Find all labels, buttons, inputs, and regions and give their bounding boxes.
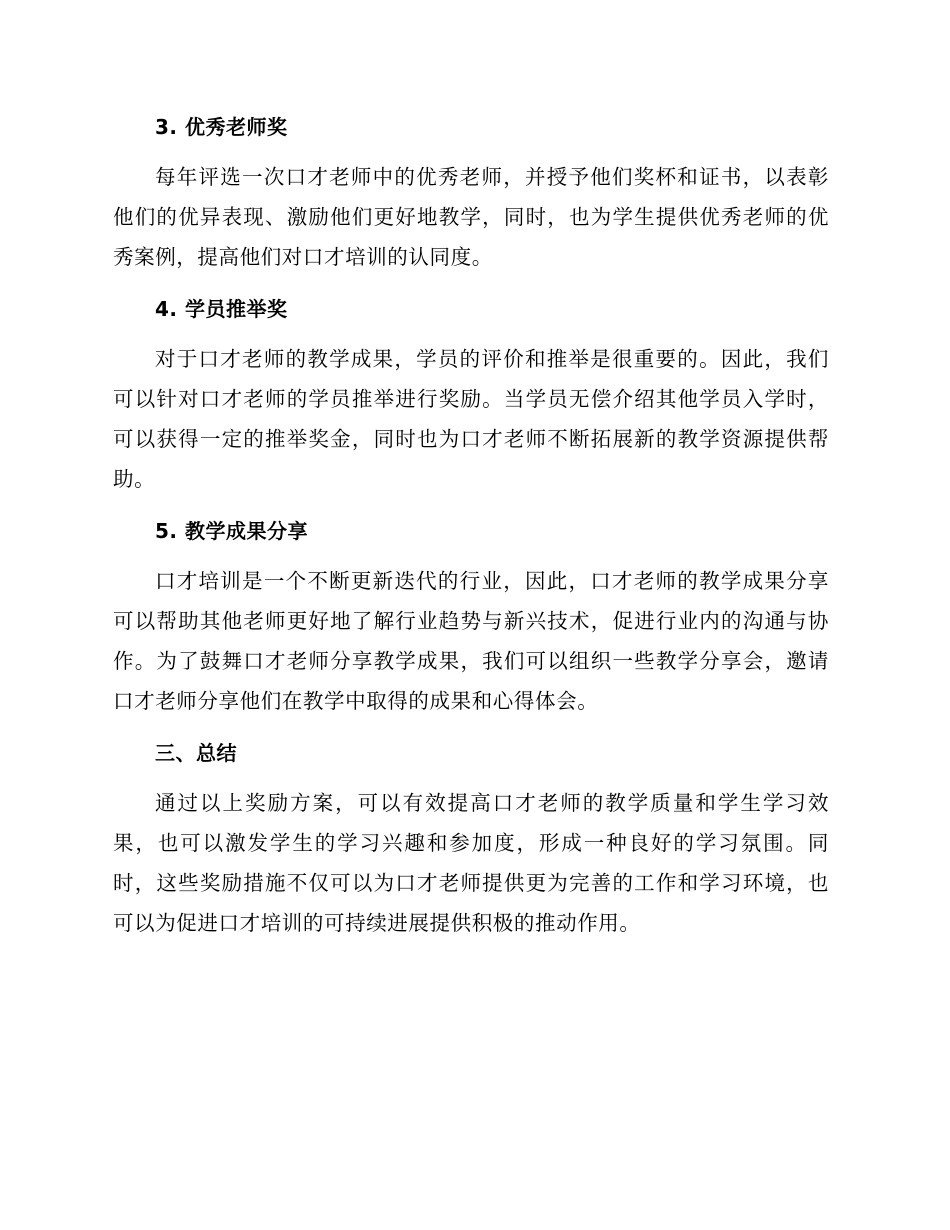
section-heading-excellent-teacher-award: 3. 优秀老师奖 — [155, 115, 288, 139]
section-heading-student-referral-award: 4. 学员推举奖 — [155, 297, 288, 321]
section-body-excellent-teacher-award: 每年评选一次口才老师中的优秀老师，并授予他们奖杯和证书，以表彰他们的优异表现、激励他们更好地教学，同时，也为学生提供优秀老师的优秀案例，提高他们对口才培训的认同度。 — [113, 165, 829, 269]
section-body-teaching-results-sharing: 口才培训是一个不断更新迭代的行业，因此，口才老师的教学成果分享可以帮助其他老师更好地了解行业趋势与新兴技术，促进行业内的沟通与协作。为了鼓舞口才老师分享教学成果，我们可以组织一些教学分享会，邀请口才老师分享他们在教学中取得的成果和心得体会。 — [113, 569, 829, 713]
section-heading-summary: 三、总结 — [155, 741, 237, 765]
section-body-student-referral-award: 对于口才老师的教学成果，学员的评价和推举是很重要的。因此，我们可以针对口才老师的学员推举进行奖励。当学员无偿介绍其他学员入学时，可以获得一定的推举奖金，同时也为口才老师不断拓展新的教学资源提供帮助。 — [113, 347, 829, 491]
document-content — [113, 108, 829, 956]
section-body-summary: 通过以上奖励方案，可以有效提高口才老师的教学质量和学生学习效果，也可以激发学生的学习兴趣和参加度，形成一种良好的学习氛围。同时，这些奖励措施不仅可以为口才老师提供更为完善的工作和学习环境，也可以为促进口才培训的可持续进展提供积极的推动作用。 — [113, 791, 829, 935]
section-heading-teaching-results-sharing: 5. 教学成果分享 — [155, 519, 308, 543]
